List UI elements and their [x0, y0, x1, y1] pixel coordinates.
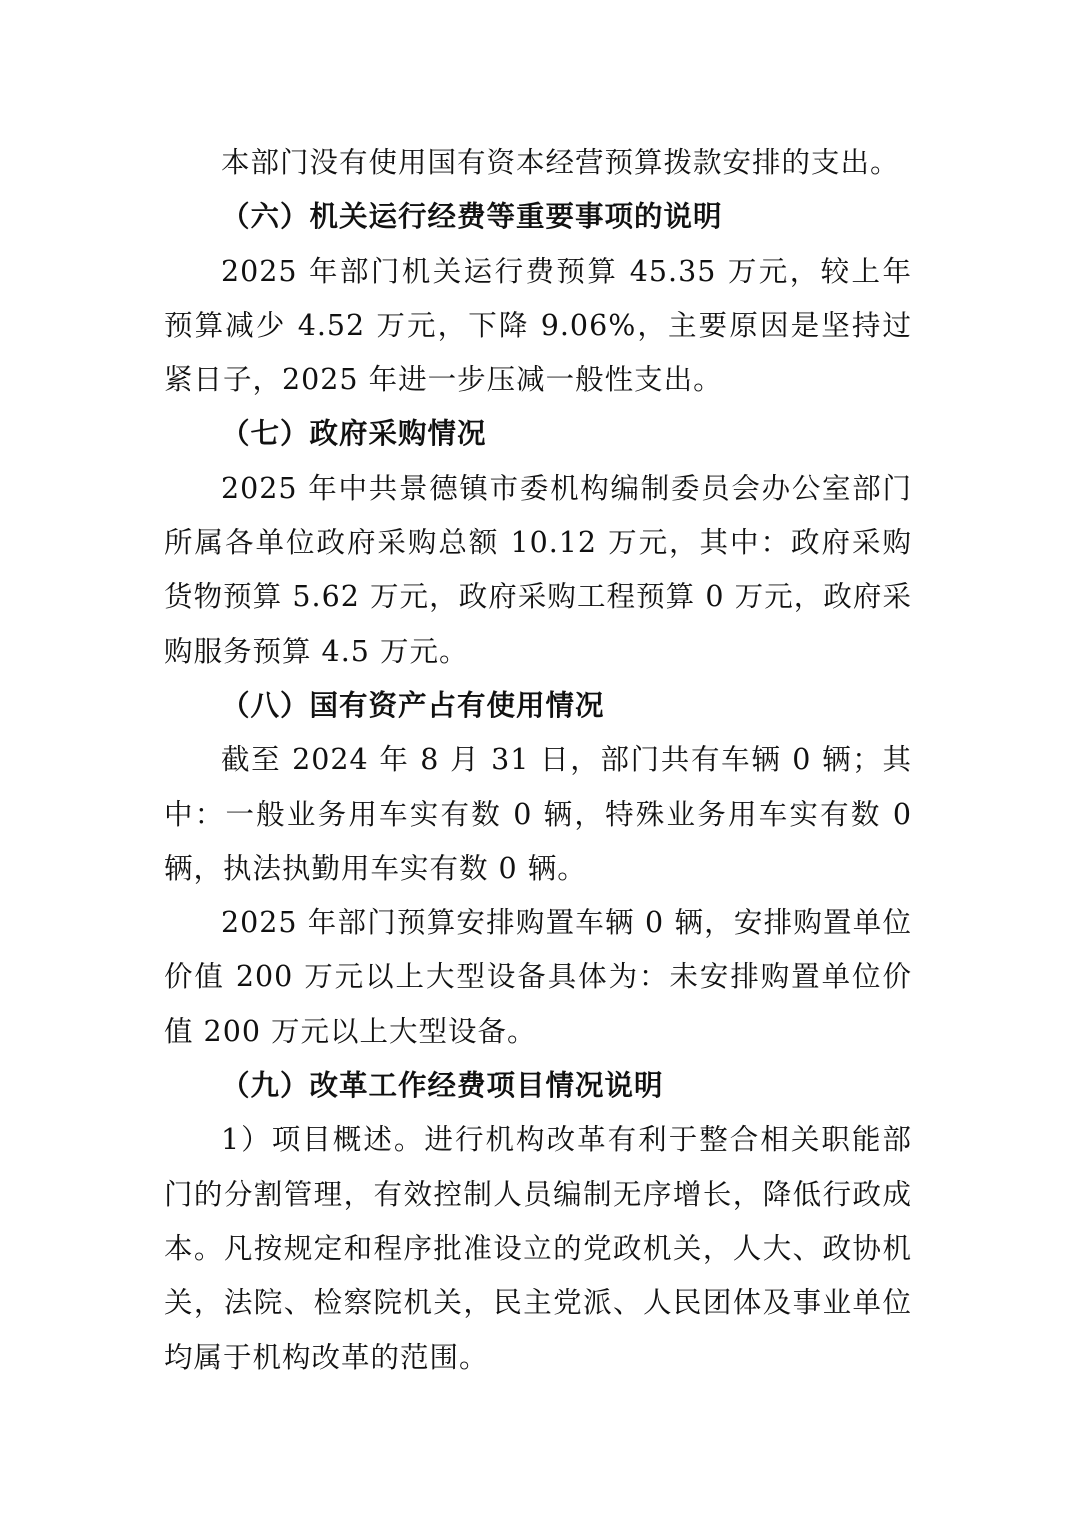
- paragraph-vehicle-count: 截至 2024 年 8 月 31 日，部门共有车辆 0 辆；其中：一般业务用车实有数 0 辆，特殊业务用车实有数 0 辆，执法执勤用车实有数 0 辆。: [164, 743, 912, 885]
- heading-section-8: （八）国有资产占有使用情况: [221, 688, 605, 722]
- document-page: [164, 136, 912, 1385]
- heading-section-7: （七）政府采购情况: [221, 417, 487, 451]
- paragraph-project-overview: 1）项目概述。进行机构改革有利于整合相关职能部门的分割管理，有效控制人员编制无序增长，降低行政成本。凡按规定和程序批准设立的党政机关，人大、政协机关，法院、检察院机关，民主党派、人民团体及事业单位均属于机构改革的范围。: [164, 1123, 912, 1374]
- paragraph-state-capital-budget: 本部门没有使用国有资本经营预算拨款安排的支出。: [221, 146, 900, 179]
- paragraph-operating-expenses: 2025 年部门机关运行费预算 45.35 万元，较上年预算减少 4.52 万元，下降 9.06%，主要原因是坚持过紧日子，2025 年进一步压减一般性支出。: [164, 254, 912, 397]
- heading-section-6: （六）机关运行经费等重要事项的说明: [221, 200, 723, 234]
- paragraph-government-procurement: 2025 年中共景德镇市委机构编制委员会办公室部门所属各单位政府采购总额 10.12 万元，其中：政府采购货物预算 5.62 万元，政府采购工程预算 0 万元，政府采购服务预算 4.5 万元。: [164, 471, 912, 668]
- paragraph-equipment-purchase: 2025 年部门预算安排购置车辆 0 辆，安排购置单位价值 200 万元以上大型设备具体为：未安排购置单位价值 200 万元以上大型设备。: [164, 906, 912, 1048]
- heading-section-9: （九）改革工作经费项目情况说明: [221, 1069, 664, 1103]
